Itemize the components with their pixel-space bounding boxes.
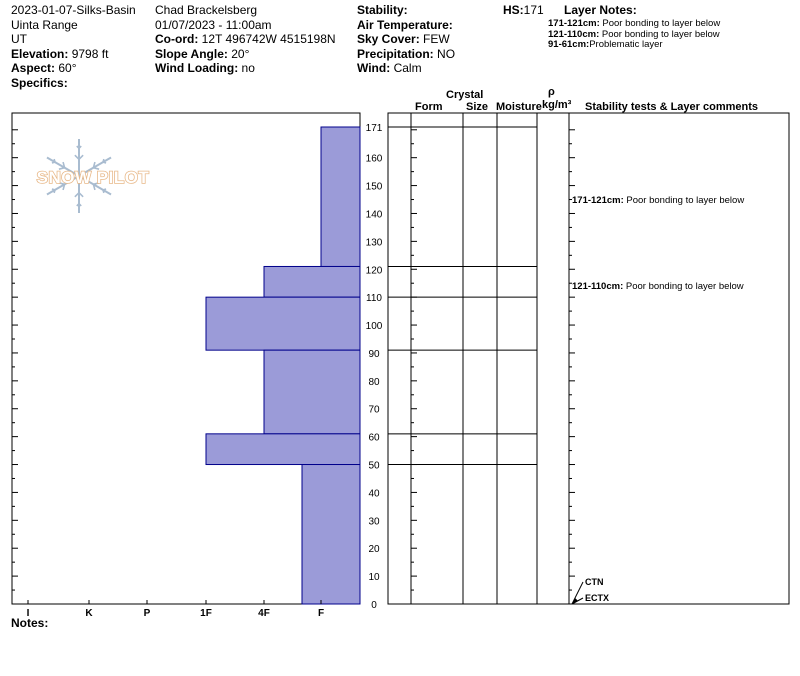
layer-comment: 121-110cm: Poor bonding to layer below — [572, 281, 744, 292]
depth-tick-label: 130 — [365, 237, 383, 249]
logo-text: SNOW PILOT — [36, 168, 150, 187]
depth-tick-label: 90 — [368, 348, 380, 360]
depth-tick-label: 30 — [368, 516, 380, 528]
crystal-header: Crystal — [446, 89, 484, 101]
slope-label: Slope Angle: — [155, 46, 228, 61]
depth-tick-label: 110 — [366, 293, 382, 305]
notes-label: Notes: — [11, 616, 49, 630]
depth-tick-label: 160 — [365, 153, 383, 165]
precip-label: Precipitation: — [357, 46, 434, 61]
rho-header: ρ — [548, 86, 555, 98]
elevation-label: Elevation: — [11, 46, 69, 61]
hardness-tick-label: F — [317, 608, 325, 619]
sky-label: Sky Cover: — [357, 32, 420, 46]
snowflake-branch — [54, 159, 55, 162]
density-unit-header: kg/m³ — [542, 99, 572, 111]
depth-tick-label: 50 — [368, 460, 380, 472]
aspect-value: 60° — [58, 61, 77, 75]
snowflake-branch — [103, 162, 106, 163]
snowflake-branch — [103, 190, 104, 193]
hardness-tick-label: 1F — [200, 608, 212, 619]
snowflake-branch — [52, 189, 55, 190]
slope-value: 20° — [231, 46, 250, 61]
table-frame — [388, 113, 789, 604]
air-temp-label: Air Temperature: — [357, 17, 453, 32]
site-name: 2023-01-07-Silks-Basin — [11, 3, 136, 17]
layer-table — [388, 113, 789, 604]
hs-value: 171 — [523, 3, 544, 17]
coord-label: Co-ord: — [155, 32, 199, 46]
sky-value: FEW — [423, 32, 450, 46]
hardness-bar — [264, 266, 360, 297]
obs-datetime: 01/07/2023 - 11:00am — [155, 17, 272, 32]
stability-tests — [572, 577, 609, 604]
depth-ticks-left — [12, 130, 18, 604]
specifics-label: Specifics: — [11, 75, 68, 90]
stability-test-label: ECTX — [585, 593, 610, 603]
depth-tick-label: 140 — [365, 209, 383, 221]
depth-tick-label: 40 — [368, 488, 380, 500]
coord-value: 12T 496742W 4515198N — [201, 32, 336, 46]
depth-tick-label: 70 — [368, 404, 380, 416]
wind-value: Calm — [393, 61, 422, 75]
hardness-tick-label: P — [143, 608, 151, 619]
elevation-value: 9798 ft — [71, 46, 109, 61]
depth-tick-label: 60 — [368, 432, 380, 444]
depth-tick-label: 80 — [368, 376, 380, 388]
hardness-bar — [264, 350, 360, 434]
aspect-label: Aspect: — [11, 61, 56, 75]
depth-tick-label: 10 — [368, 572, 380, 584]
hardness-bar — [206, 434, 360, 465]
test-arrow-icon — [572, 598, 578, 604]
hardness-axis — [27, 600, 324, 619]
layer-comment: 171-121cm: Poor bonding to layer below — [572, 195, 745, 206]
hardness-bars — [206, 127, 360, 604]
layer-note-item: 91-61cm:Problematic layer — [548, 39, 663, 50]
snowpilot-logo — [37, 139, 150, 213]
size-header: Size — [466, 101, 489, 113]
table-ticks — [411, 130, 575, 604]
precip-value: NO — [437, 46, 456, 61]
hardness-tick-label: I — [26, 608, 30, 619]
layer-notes-title: Layer Notes: — [564, 3, 637, 17]
hardness-bar — [321, 127, 360, 266]
hs-label: HS: — [503, 3, 524, 17]
stability-tests-header: Stability tests & Layer comments — [585, 101, 759, 113]
depth-tick-label: 100 — [365, 321, 383, 333]
range-name: Uinta Range — [11, 17, 78, 32]
depth-tick-label: 20 — [368, 544, 380, 556]
depth-scale — [366, 123, 383, 611]
wind-label: Wind: — [357, 61, 391, 75]
stability-label: Stability: — [357, 3, 408, 17]
form-header: Form — [415, 101, 443, 113]
hardness-tick-label: 4F — [258, 608, 270, 619]
layer-comments — [572, 195, 744, 292]
layer-note-item: 171-121cm: Poor bonding to layer below — [548, 18, 721, 29]
depth-tick-label: 150 — [365, 181, 383, 193]
depth-tick-label: 120 — [365, 265, 383, 277]
wind-loading-label: Wind Loading: — [155, 61, 239, 75]
depth-tick-label: 171 — [365, 123, 383, 134]
hardness-bar — [206, 297, 360, 350]
observer-name: Chad Brackelsberg — [155, 3, 258, 17]
stability-test-label: CTN — [585, 577, 604, 587]
depth-tick-label: 0 — [371, 600, 377, 611]
state-name: UT — [11, 32, 27, 46]
hardness-bar — [302, 465, 360, 604]
layer-note-item: 121-110cm: Poor bonding to layer below — [548, 28, 720, 40]
wind-loading-value: no — [241, 61, 255, 75]
moisture-header: Moisture — [496, 101, 542, 113]
hardness-tick-label: K — [85, 608, 93, 619]
